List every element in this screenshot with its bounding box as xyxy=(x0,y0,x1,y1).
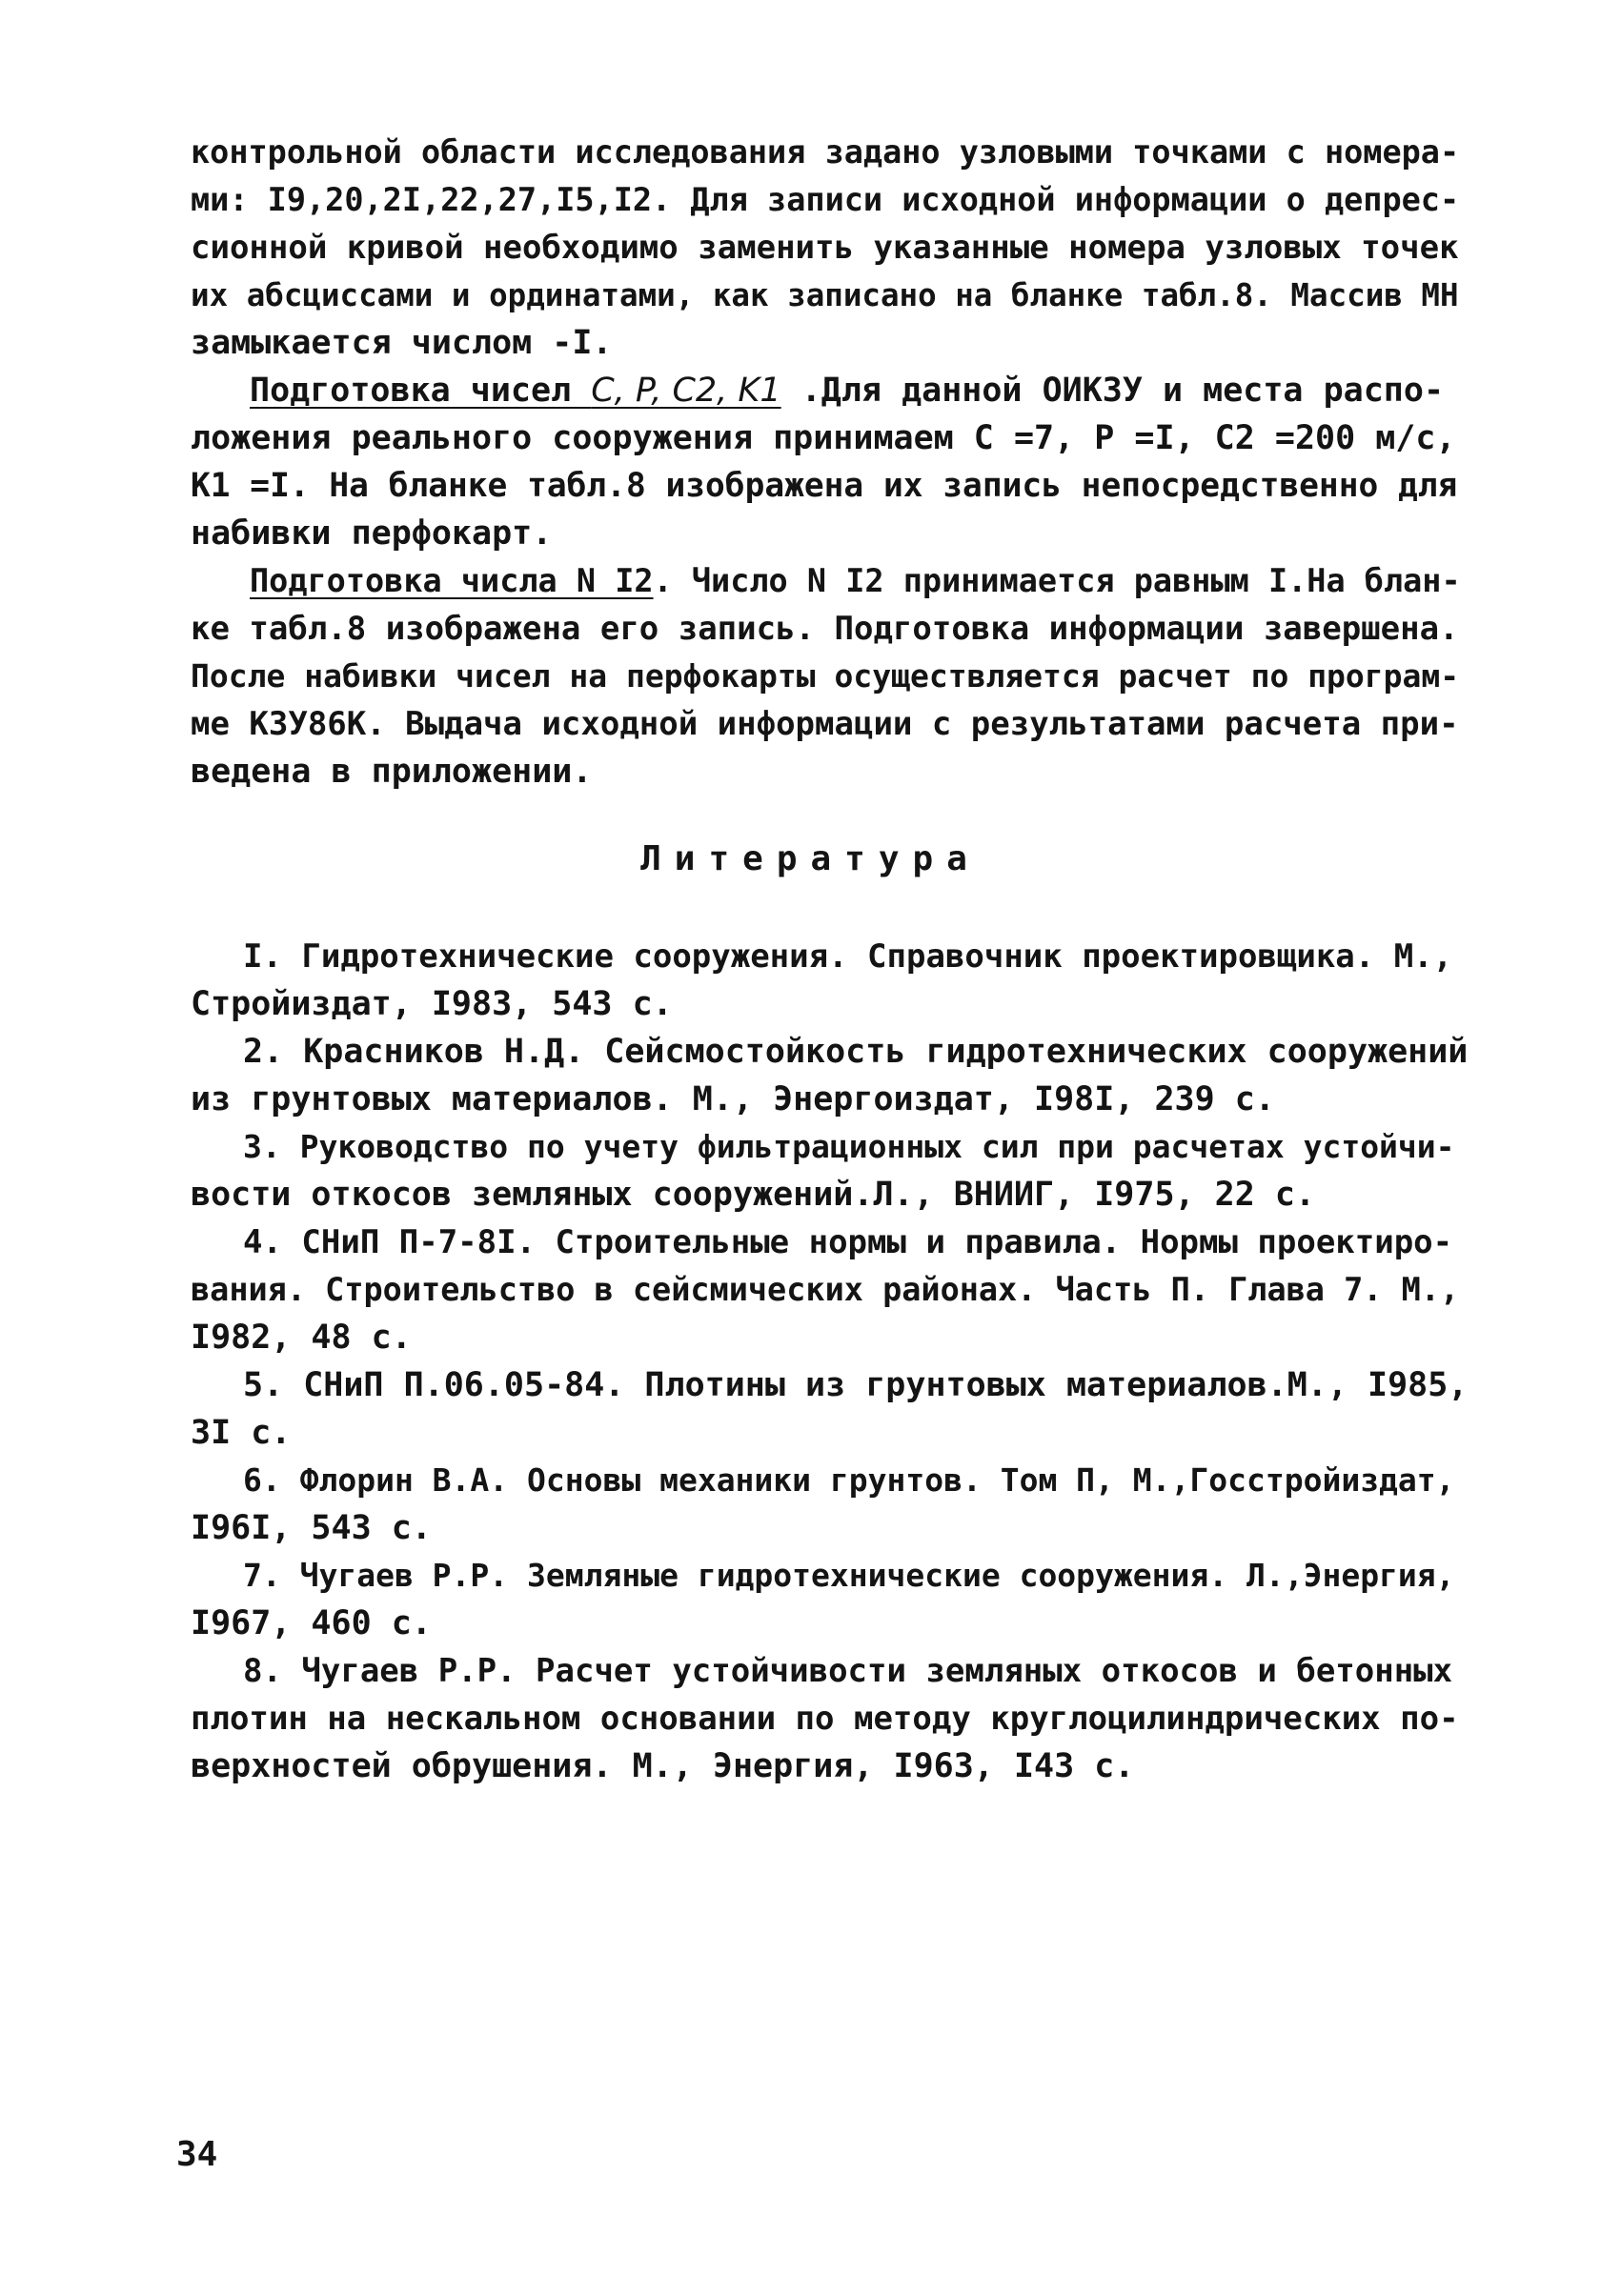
reference-line: 4. СНиП П-7-8I. Строительные нормы и правила. Нормы проектиро- xyxy=(243,1223,1453,1261)
body-line: сионной кривой необходимо заменить указанные номера узловых точек xyxy=(191,229,1459,267)
reference-line: I. Гидротехнические сооружения. Справочник проектировщика. М., xyxy=(243,937,1453,976)
reference-line: 5. СНиП П.06.05-84. Плотины из грунтовых материалов.М., I985, xyxy=(243,1366,1469,1404)
reference-line: 3. Руководство по учету фильтрационных сил при расчетах устойчи- xyxy=(243,1128,1455,1165)
body-line: ке табл.8 изображена его запись. Подготовка информации завершена. xyxy=(191,610,1459,648)
reference-line: 6. Флорин В.А. Основы механики грунтов. Том П, М.,Госстройиздат, xyxy=(243,1461,1455,1499)
reference-line: из грунтовых материалов. М., Энергоиздат, I98I, 239 с. xyxy=(191,1080,1275,1118)
body-line: их абсциссами и ординатами, как записано на бланке табл.8. Массив МН xyxy=(191,277,1459,313)
body-line: замыкается числом -I. xyxy=(191,324,613,362)
reference-line: верхностей обрушения. М., Энергия, I963, I43 с. xyxy=(191,1747,1135,1785)
page-number: 34 xyxy=(176,2135,218,2174)
reference-line: 8. Чугаев Р.Р. Расчет устойчивости земляных откосов и бетонных xyxy=(243,1652,1453,1690)
reference-line: I967, 460 с. xyxy=(191,1604,432,1642)
reference-line: 7. Чугаев Р.Р. Земляные гидротехнические сооружения. Л.,Энергия, xyxy=(243,1557,1455,1594)
body-line: набивки перфокарт. xyxy=(191,514,553,553)
body-line: ведена в приложении. xyxy=(191,753,593,791)
prep-constants-line xyxy=(250,368,1444,413)
reference-line: I982, 48 с. xyxy=(191,1319,412,1357)
body-line: ложения реального сооружения принимаем C =7, P =I, C2 =200 м/с, xyxy=(191,419,1456,457)
reference-line: 3I с. xyxy=(191,1414,292,1452)
prep-n12-label: Подготовка числа N I2 xyxy=(250,562,654,599)
body-line: ми: I9,20,2I,22,27,I5,I2. Для записи исходной информации о депрес- xyxy=(191,181,1460,218)
prep-n12-line xyxy=(250,558,1461,604)
body-line: K1 =I. На бланке табл.8 изображена их запись непосредственно для xyxy=(191,467,1458,505)
body-line: контрольной области исследования задано узловыми точками с номера- xyxy=(191,133,1460,171)
reference-line: вости откосов земляных сооружений.Л., ВНИИГ, I975, 22 с. xyxy=(191,1176,1316,1214)
reference-line: вания. Строительство в сейсмических районах. Часть П. Глава 7. М., xyxy=(191,1271,1460,1308)
prep-constants-symbols: C, P, C2, K1 xyxy=(591,372,781,410)
prep-n12-rest: . Число N I2 принимается равным I.На блан- xyxy=(653,562,1461,599)
body-line: ме КЗУ86К. Выдача исходной информации с результатами расчета при- xyxy=(191,705,1459,743)
prep-constants-rest: .Для данной ОИКЗУ и места распо- xyxy=(780,372,1445,410)
reference-line: 2. Красников Н.Д. Сейсмостойкость гидротехнических сооружений xyxy=(243,1033,1469,1071)
body-line: После набивки чисел на перфокарты осуществляется расчет по програм- xyxy=(191,657,1460,695)
reference-line: плотин на нескальном основании по методу круглоцилиндрических по- xyxy=(191,1700,1459,1738)
prep-constants-label: Подготовка чисел xyxy=(250,372,592,410)
reference-line: Стройиздат, I983, 543 с. xyxy=(191,985,673,1023)
reference-line: I96I, 543 с. xyxy=(191,1509,432,1547)
references-heading: Литература xyxy=(640,839,981,878)
